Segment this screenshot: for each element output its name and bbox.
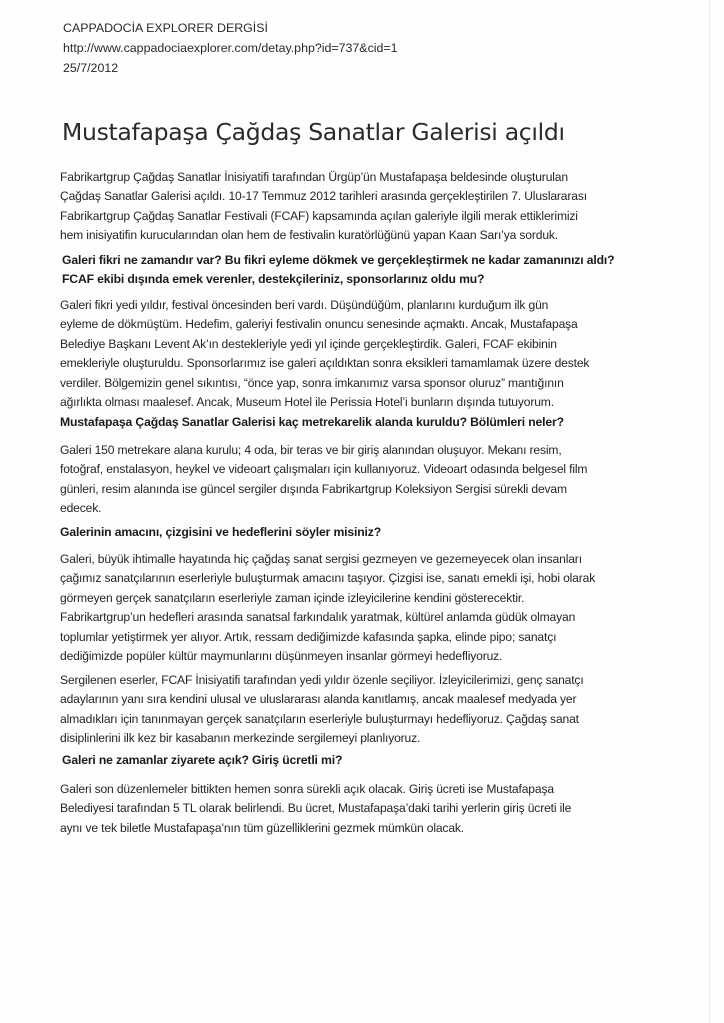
answer-line: verdiler. Bölgemizin genel sıkıntısı, “önce yap, sonra imkanımız varsa sponsor oluruz” mantığının [60,375,564,390]
answer-line: Galeri 150 metrekare alana kurulu; 4 oda, bir teras ve bir giriş alanından oluşuyor. Mekanı resim, [60,443,562,457]
answer-line: Galeri fikri yedi yıldır, festival öncesinden beri vardı. Düşündüğüm, planlarını kurduğum ilk gün [60,298,549,312]
answer-line: görmeyen gerçek sanatçıların eserleriyle zaman içinde izleyicilerine kendini gösterecektir. [60,590,525,605]
question-line: Galerinin amacını, çizgisini ve hedeflerini söyler misiniz? [60,525,381,539]
source-url: http://www.cappadociaexplorer.com/detay.php?id=737&cid=1 [63,41,398,55]
answer-1 [60,296,700,412]
publication-name: CAPPADOCİA EXPLORER DERGİSİ [63,21,268,35]
intro-line: Fabrikartgrup Çağdaş Sanatlar Festivali (FCAF) kapsamında açılan galeriyle ilgili merak ettiklerimizi [60,208,578,223]
intro-line: hem inisiyatifin kurucularından olan hem de festivalin kuratörlüğünü yapan Kaan Sarı’ya sorduk. [60,228,559,243]
publication-date: 25/7/2012 [63,61,119,75]
question-line: Galeri fikri ne zamandır var? Bu fikri eyleme dökmek ve gerçekleştirmek ne kadar zamanınızı aldı? [62,253,615,267]
intro-line: Çağdaş Sanatlar Galerisi açıldı. 10-17 Temmuz 2012 tarihleri arasında gerçekleştirilen 7. Uluslararası [60,189,587,204]
intro-paragraph [60,168,700,246]
answer-line: aynı ve tek biletle Mustafapaşa’nın tüm güzelliklerini gezmek mümkün olacak. [60,820,465,835]
question-line: Galeri ne zamanlar ziyarete açık? Giriş ücretli mi? [62,753,343,767]
question-line: Mustafapaşa Çağdaş Sanatlar Galerisi kaç metrekarelik alanda kuruldu? Bölümleri neler? [60,415,564,429]
question-line: FCAF ekibi dışında emek verenler, destekçileriniz, sponsorlarınız oldu mu? [62,272,485,287]
question-2 [60,413,700,432]
answer-line: eyleme de dökmüştüm. Hedefim, galeriyi festivalin onuncu senesinde açmaktı. Ancak, Mustafapaşa [60,317,578,332]
answer-4 [60,780,700,838]
answer-line: çağımız sanatçılarının eserleriyle buluşturmak amacını taşıyor. Çizgisi ise, sanatı emekli işi, hobi olarak [60,571,596,586]
answer-3-continued [60,671,700,749]
answer-line: Belediye Başkanı Levent Ak’ın destekleriyle yedi yıl içinde gerçekleştirdik. Galeri, FCAF ekibinin [60,336,557,351]
answer-line: edecek. [60,501,102,516]
answer-line: Fabrikartgrup’un hedefleri arasında sanatsal farkındalık yaratmak, kültürel anlamda güdük olmayan [60,610,576,625]
answer-line: emekleriyle oluşturuldu. Sponsorlarımız ise galeri açıldıktan sonra eksikleri tamamlamak üzere destek [60,356,590,371]
answer-line: Galeri son düzenlemeler bittikten hemen sonra sürekli açık olacak. Giriş ücreti ise Mustafapaşa [60,782,554,796]
answer-3 [60,550,700,666]
answer-line: disiplinlerini ilk kez bir kasabanın merkezinde sergilemeyi planlıyoruz. [60,731,421,746]
answer-line: Belediyesi tarafından 5 TL olarak belirlendi. Bu ücret, Mustafapaşa’daki tarihi yerlerin giriş ücreti ile [60,801,572,816]
answer-line: ağırlıkta olması maalesef. Ancak, Museum Hotel ile Perissia Hotel’i bunların dışında tutuyorum. [60,395,554,410]
answer-line: fotoğraf, enstalasyon, heykel ve videoart çalışmaları için kullanıyoruz. Videoart odasında belgesel film [60,462,588,477]
answer-line: Sergilenen eserler, FCAF İnisiyatifi tarafından yedi yıldır özenle seçiliyor. İzleyicilerimizi, genç sanatçı [60,673,584,687]
article-title: Mustafapaşa Çağdaş Sanatlar Galerisi açıldı [62,118,565,146]
question-3 [60,523,700,542]
answer-2 [60,441,700,519]
question-4 [62,751,702,770]
answer-line: dediğimizde popüler kültür maymunlarını düşünmeyen insanlar görmeyi hedefliyoruz. [60,649,503,664]
question-1 [62,251,702,290]
answer-line: günleri, resim alanında ise güncel sergiler dışında Fabrikartgrup Koleksiyon Sergisi sürekli devam [60,481,567,496]
answer-line: Galeri, büyük ihtimalle hayatında hiç çağdaş sanat sergisi gezmeyen ve gezemeyecek olan insanları [60,552,582,566]
intro-line: Fabrikartgrup Çağdaş Sanatlar İnisiyatifi tarafından Ürgüp’ün Mustafapaşa beldesinde oluşturulan [60,170,568,184]
source-header [63,18,398,78]
answer-line: adaylarının yanı sıra kendini ulusal ve uluslararası alanda kanıtlamış, ancak maalesef medyada yer [60,692,577,707]
answer-line: almadıkları için tanınmayan gerçek sanatçıların eserleriyle buluşturmayı hedefliyoruz. Çağdaş sanat [60,711,579,726]
answer-line: toplumlar yetiştirmek yer alıyor. Artık, ressam dediğimizde kafasında şapka, elinde pipo; sanatçı [60,629,557,644]
page-edge-shadow [709,0,710,1023]
